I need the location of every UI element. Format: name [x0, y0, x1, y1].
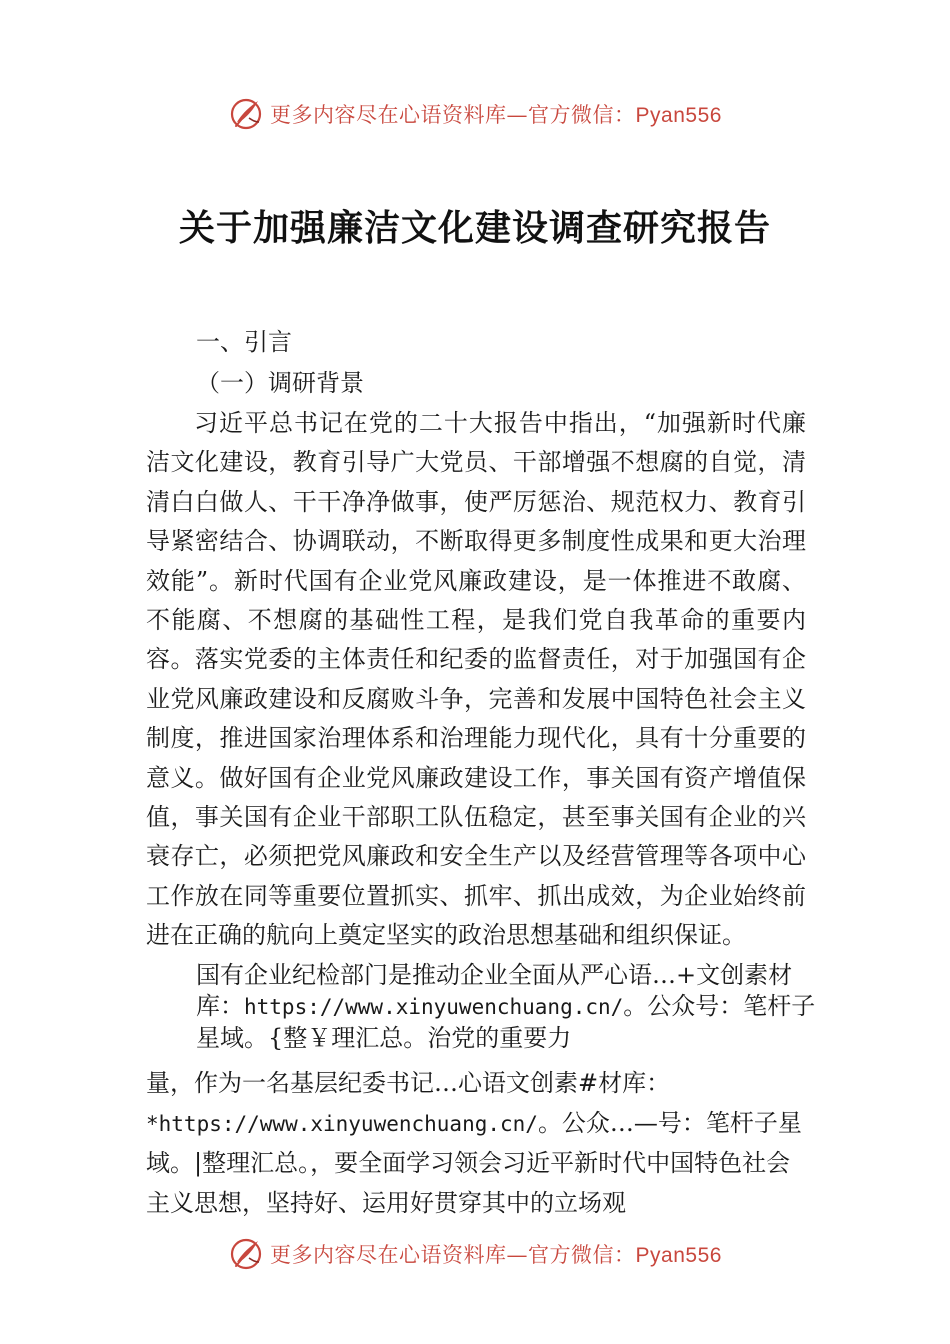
- banner-label: 更多内容尽在心语资料库—官方微信：: [270, 1243, 636, 1267]
- quill-pen-logo-icon: [228, 1236, 264, 1272]
- footer-banner: [0, 1232, 950, 1276]
- quill-pen-logo-icon: [228, 96, 264, 132]
- source-url: *https://www.xinyuwenchuang.cn/: [146, 1111, 538, 1136]
- wechat-id: Pyan556: [635, 1244, 722, 1267]
- header-banner: [0, 92, 950, 136]
- banner-label: 更多内容尽在心语资料库—官方微信：: [270, 103, 636, 127]
- body-paragraph: 习近平总书记在党的二十大报告中指出，“加强新时代廉洁文化建设，教育引导广大党员、干部增强不想腐的自觉，清清白白做人、干干净净做事，使严厉惩治、规范权力、教育引导紧密结合、协调联动，不断取得更多制度性成果和更大治理效能”。新时代国有企业党风廉政建设，是一体推进不敢腐、不能腐、不想腐的基础性工程，是我们党自我革命的重要内容。落实党委的主体责任和纪委的监督责任，对于加强国有企业党风廉政建设和反腐败斗争，完善和发展中国特色社会主义制度，推进国家治理体系和治理能力现代化，具有十分重要的意义。做好国有企业党风廉政建设工作，事关国有资产增值保值，事关国有企业干部职工队伍稳定，甚至事关国有企业的兴衰存亡，必须把党风廉政和安全生产以及经营管理等各项中心工作放在同等重要位置抓实、抓牢、抓出成效，为企业始终前进在正确的航向上奠定坚实的政治思想基础和组织保证。: [146, 409, 806, 950]
- subsection-heading: （一）调研背景: [196, 369, 364, 397]
- page-title: 关于加强廉洁文化建设调查研究报告: [178, 207, 771, 249]
- body-paragraph-continued: [146, 1064, 806, 1223]
- banner-text: [270, 99, 722, 129]
- paragraph-text: 量，作为一名基层纪委书记…心语文创素#材库：: [146, 1069, 671, 1097]
- body-paragraph-watermarked: [196, 960, 836, 1054]
- section-heading: 一、引言: [196, 328, 292, 356]
- wechat-id: Pyan556: [635, 104, 722, 127]
- source-url: https://www.xinyuwenchuang.cn/: [244, 995, 624, 1019]
- paragraph-text: 。公众号：笔杆子星域。{整￥理汇总。治党的重要力: [196, 992, 816, 1052]
- paragraph-text: 国有企业纪检部门是推动企业全面从严心语…+文创素材库：: [196, 961, 793, 1020]
- paragraph-text: 。公众…—号：笔杆子星域。|整理汇总。，要全面学习领会习近平新时代中国特色社会主义思想，坚持好、运用好贯穿其中的立场观: [146, 1108, 802, 1217]
- banner-text: [270, 1239, 722, 1269]
